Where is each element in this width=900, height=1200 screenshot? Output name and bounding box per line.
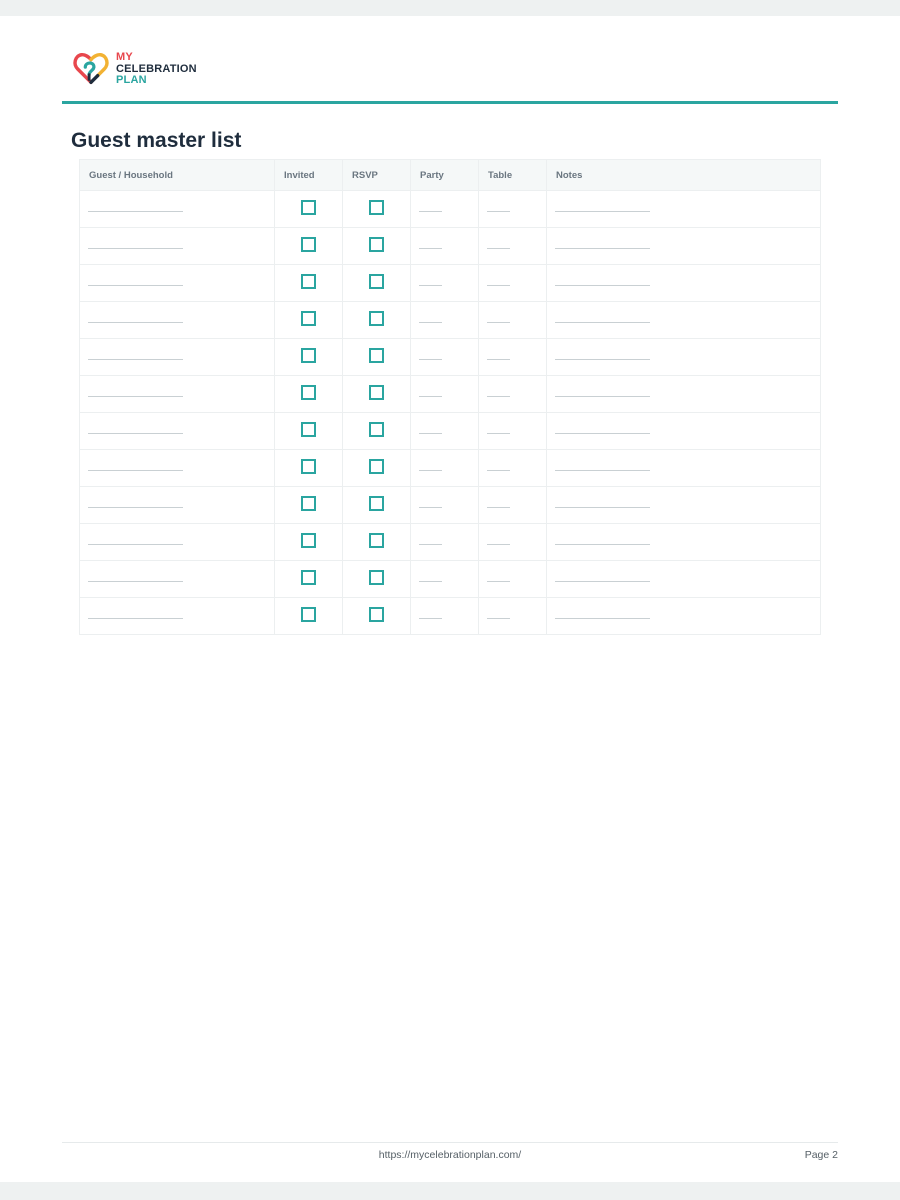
party-cell — [411, 524, 479, 561]
table-row — [80, 265, 821, 302]
brand-line-3: PLAN — [116, 74, 147, 86]
rsvp-checkbox[interactable] — [369, 570, 384, 585]
rsvp-cell — [343, 302, 411, 339]
notes-cell — [547, 561, 821, 598]
page-header — [62, 16, 838, 104]
brand-line-1: MY — [116, 51, 133, 63]
table-blank[interactable] — [487, 470, 510, 471]
guest-name-cell — [80, 265, 275, 302]
invited-cell — [275, 524, 343, 561]
rsvp-cell — [343, 561, 411, 598]
party-blank[interactable] — [419, 322, 442, 323]
table-row — [80, 598, 821, 635]
party-blank[interactable] — [419, 507, 442, 508]
party-cell — [411, 228, 479, 265]
notes-cell — [547, 302, 821, 339]
guest-name-cell — [80, 413, 275, 450]
notes-blank[interactable] — [555, 248, 650, 249]
footer-url[interactable]: https://mycelebrationplan.com/ — [378, 1149, 522, 1161]
invited-checkbox[interactable] — [301, 607, 316, 622]
guest-name-blank[interactable] — [88, 433, 183, 434]
guest-name-blank[interactable] — [88, 470, 183, 471]
rsvp-checkbox[interactable] — [369, 422, 384, 437]
notes-cell — [547, 339, 821, 376]
document-page — [0, 16, 900, 1182]
guest-name-blank[interactable] — [88, 248, 183, 249]
party-blank[interactable] — [419, 359, 442, 360]
table-blank[interactable] — [487, 285, 510, 286]
rsvp-checkbox[interactable] — [369, 607, 384, 622]
invited-checkbox[interactable] — [301, 570, 316, 585]
party-blank[interactable] — [419, 285, 442, 286]
guest-name-cell — [80, 339, 275, 376]
header-guest-household: Guest / Household — [80, 160, 275, 191]
party-cell — [411, 302, 479, 339]
page-title: Guest master list — [71, 129, 242, 152]
guest-name-cell — [80, 598, 275, 635]
guest-name-blank[interactable] — [88, 544, 183, 545]
guest-name-blank[interactable] — [88, 211, 183, 212]
invited-cell — [275, 265, 343, 302]
notes-cell — [547, 191, 821, 228]
invited-checkbox[interactable] — [301, 385, 316, 400]
table-blank[interactable] — [487, 581, 510, 582]
party-blank[interactable] — [419, 470, 442, 471]
guest-name-cell — [80, 302, 275, 339]
table-cell — [479, 265, 547, 302]
notes-blank[interactable] — [555, 581, 650, 582]
notes-cell — [547, 228, 821, 265]
party-blank[interactable] — [419, 581, 442, 582]
invited-cell — [275, 302, 343, 339]
rsvp-checkbox[interactable] — [369, 348, 384, 363]
rsvp-cell — [343, 450, 411, 487]
page-number: Page 2 — [804, 1149, 838, 1161]
table-cell — [479, 413, 547, 450]
table-row — [80, 376, 821, 413]
notes-blank[interactable] — [555, 618, 650, 619]
table-blank[interactable] — [487, 211, 510, 212]
table-blank[interactable] — [487, 396, 510, 397]
party-cell — [411, 450, 479, 487]
party-cell — [411, 339, 479, 376]
table-row — [80, 487, 821, 524]
table-cell — [479, 561, 547, 598]
table-cell — [479, 302, 547, 339]
table-blank[interactable] — [487, 359, 510, 360]
table-row — [80, 413, 821, 450]
notes-blank[interactable] — [555, 396, 650, 397]
notes-cell — [547, 598, 821, 635]
notes-blank[interactable] — [555, 285, 650, 286]
table-blank[interactable] — [487, 544, 510, 545]
party-cell — [411, 265, 479, 302]
notes-cell — [547, 450, 821, 487]
header-party: Party — [411, 160, 479, 191]
table-cell — [479, 450, 547, 487]
party-blank[interactable] — [419, 248, 442, 249]
guest-name-blank[interactable] — [88, 396, 183, 397]
invited-cell — [275, 376, 343, 413]
invited-cell — [275, 228, 343, 265]
table-cell — [479, 487, 547, 524]
notes-blank[interactable] — [555, 544, 650, 545]
invited-checkbox[interactable] — [301, 459, 316, 474]
table-row — [80, 450, 821, 487]
table-row — [80, 302, 821, 339]
invited-cell — [275, 413, 343, 450]
rsvp-checkbox[interactable] — [369, 311, 384, 326]
notes-blank[interactable] — [555, 359, 650, 360]
rsvp-checkbox[interactable] — [369, 459, 384, 474]
notes-blank[interactable] — [555, 322, 650, 323]
table-blank[interactable] — [487, 507, 510, 508]
party-blank[interactable] — [419, 396, 442, 397]
notes-cell — [547, 487, 821, 524]
invited-cell — [275, 339, 343, 376]
notes-cell — [547, 376, 821, 413]
guest-name-blank[interactable] — [88, 285, 183, 286]
table-row — [80, 561, 821, 598]
table-blank[interactable] — [487, 322, 510, 323]
rsvp-checkbox[interactable] — [369, 274, 384, 289]
guest-table-container — [79, 159, 821, 635]
invited-checkbox[interactable] — [301, 348, 316, 363]
guest-name-blank[interactable] — [88, 581, 183, 582]
rsvp-checkbox[interactable] — [369, 200, 384, 215]
rsvp-checkbox[interactable] — [369, 385, 384, 400]
invited-cell — [275, 561, 343, 598]
notes-blank[interactable] — [555, 507, 650, 508]
invited-checkbox[interactable] — [301, 533, 316, 548]
header-notes: Notes — [547, 160, 821, 191]
guest-name-cell — [80, 191, 275, 228]
guest-name-cell — [80, 228, 275, 265]
guest-name-blank[interactable] — [88, 618, 183, 619]
rsvp-cell — [343, 228, 411, 265]
brand-logo — [72, 50, 197, 88]
invited-checkbox[interactable] — [301, 237, 316, 252]
guest-name-cell — [80, 376, 275, 413]
party-blank[interactable] — [419, 618, 442, 619]
party-cell — [411, 487, 479, 524]
rsvp-cell — [343, 191, 411, 228]
invited-cell — [275, 450, 343, 487]
table-cell — [479, 228, 547, 265]
notes-blank[interactable] — [555, 470, 650, 471]
table-row — [80, 524, 821, 561]
table-blank[interactable] — [487, 618, 510, 619]
table-cell — [479, 339, 547, 376]
table-cell — [479, 598, 547, 635]
table-blank[interactable] — [487, 248, 510, 249]
invited-checkbox[interactable] — [301, 311, 316, 326]
invited-checkbox[interactable] — [301, 274, 316, 289]
guest-name-cell — [80, 524, 275, 561]
table-blank[interactable] — [487, 433, 510, 434]
rsvp-cell — [343, 376, 411, 413]
guest-name-blank[interactable] — [88, 322, 183, 323]
notes-blank[interactable] — [555, 211, 650, 212]
notes-cell — [547, 524, 821, 561]
guest-name-cell — [80, 487, 275, 524]
table-body — [80, 191, 821, 635]
table-row — [80, 228, 821, 265]
party-cell — [411, 561, 479, 598]
notes-cell — [547, 413, 821, 450]
party-cell — [411, 376, 479, 413]
invited-checkbox[interactable] — [301, 422, 316, 437]
invited-checkbox[interactable] — [301, 200, 316, 215]
guest-table — [79, 159, 821, 635]
rsvp-cell — [343, 265, 411, 302]
invited-checkbox[interactable] — [301, 496, 316, 511]
party-blank[interactable] — [419, 433, 442, 434]
party-cell — [411, 413, 479, 450]
rsvp-cell — [343, 524, 411, 561]
rsvp-checkbox[interactable] — [369, 237, 384, 252]
rsvp-checkbox[interactable] — [369, 496, 384, 511]
heart-logo-icon — [72, 50, 110, 88]
notes-blank[interactable] — [555, 433, 650, 434]
guest-name-cell — [80, 450, 275, 487]
party-cell — [411, 191, 479, 228]
table-cell — [479, 524, 547, 561]
header-invited: Invited — [275, 160, 343, 191]
rsvp-cell — [343, 339, 411, 376]
table-row — [80, 339, 821, 376]
table-cell — [479, 191, 547, 228]
brand-line-2: CELEBRATION — [116, 62, 197, 75]
party-blank[interactable] — [419, 211, 442, 212]
header-table: Table — [479, 160, 547, 191]
guest-name-cell — [80, 561, 275, 598]
rsvp-cell — [343, 413, 411, 450]
header-rsvp: RSVP — [343, 160, 411, 191]
invited-cell — [275, 487, 343, 524]
rsvp-checkbox[interactable] — [369, 533, 384, 548]
table-header-row — [80, 160, 821, 191]
table-cell — [479, 376, 547, 413]
party-cell — [411, 598, 479, 635]
guest-name-blank[interactable] — [88, 359, 183, 360]
rsvp-cell — [343, 598, 411, 635]
rsvp-cell — [343, 487, 411, 524]
guest-name-blank[interactable] — [88, 507, 183, 508]
party-blank[interactable] — [419, 544, 442, 545]
table-row — [80, 191, 821, 228]
notes-cell — [547, 265, 821, 302]
invited-cell — [275, 191, 343, 228]
invited-cell — [275, 598, 343, 635]
page-footer — [62, 1142, 838, 1161]
